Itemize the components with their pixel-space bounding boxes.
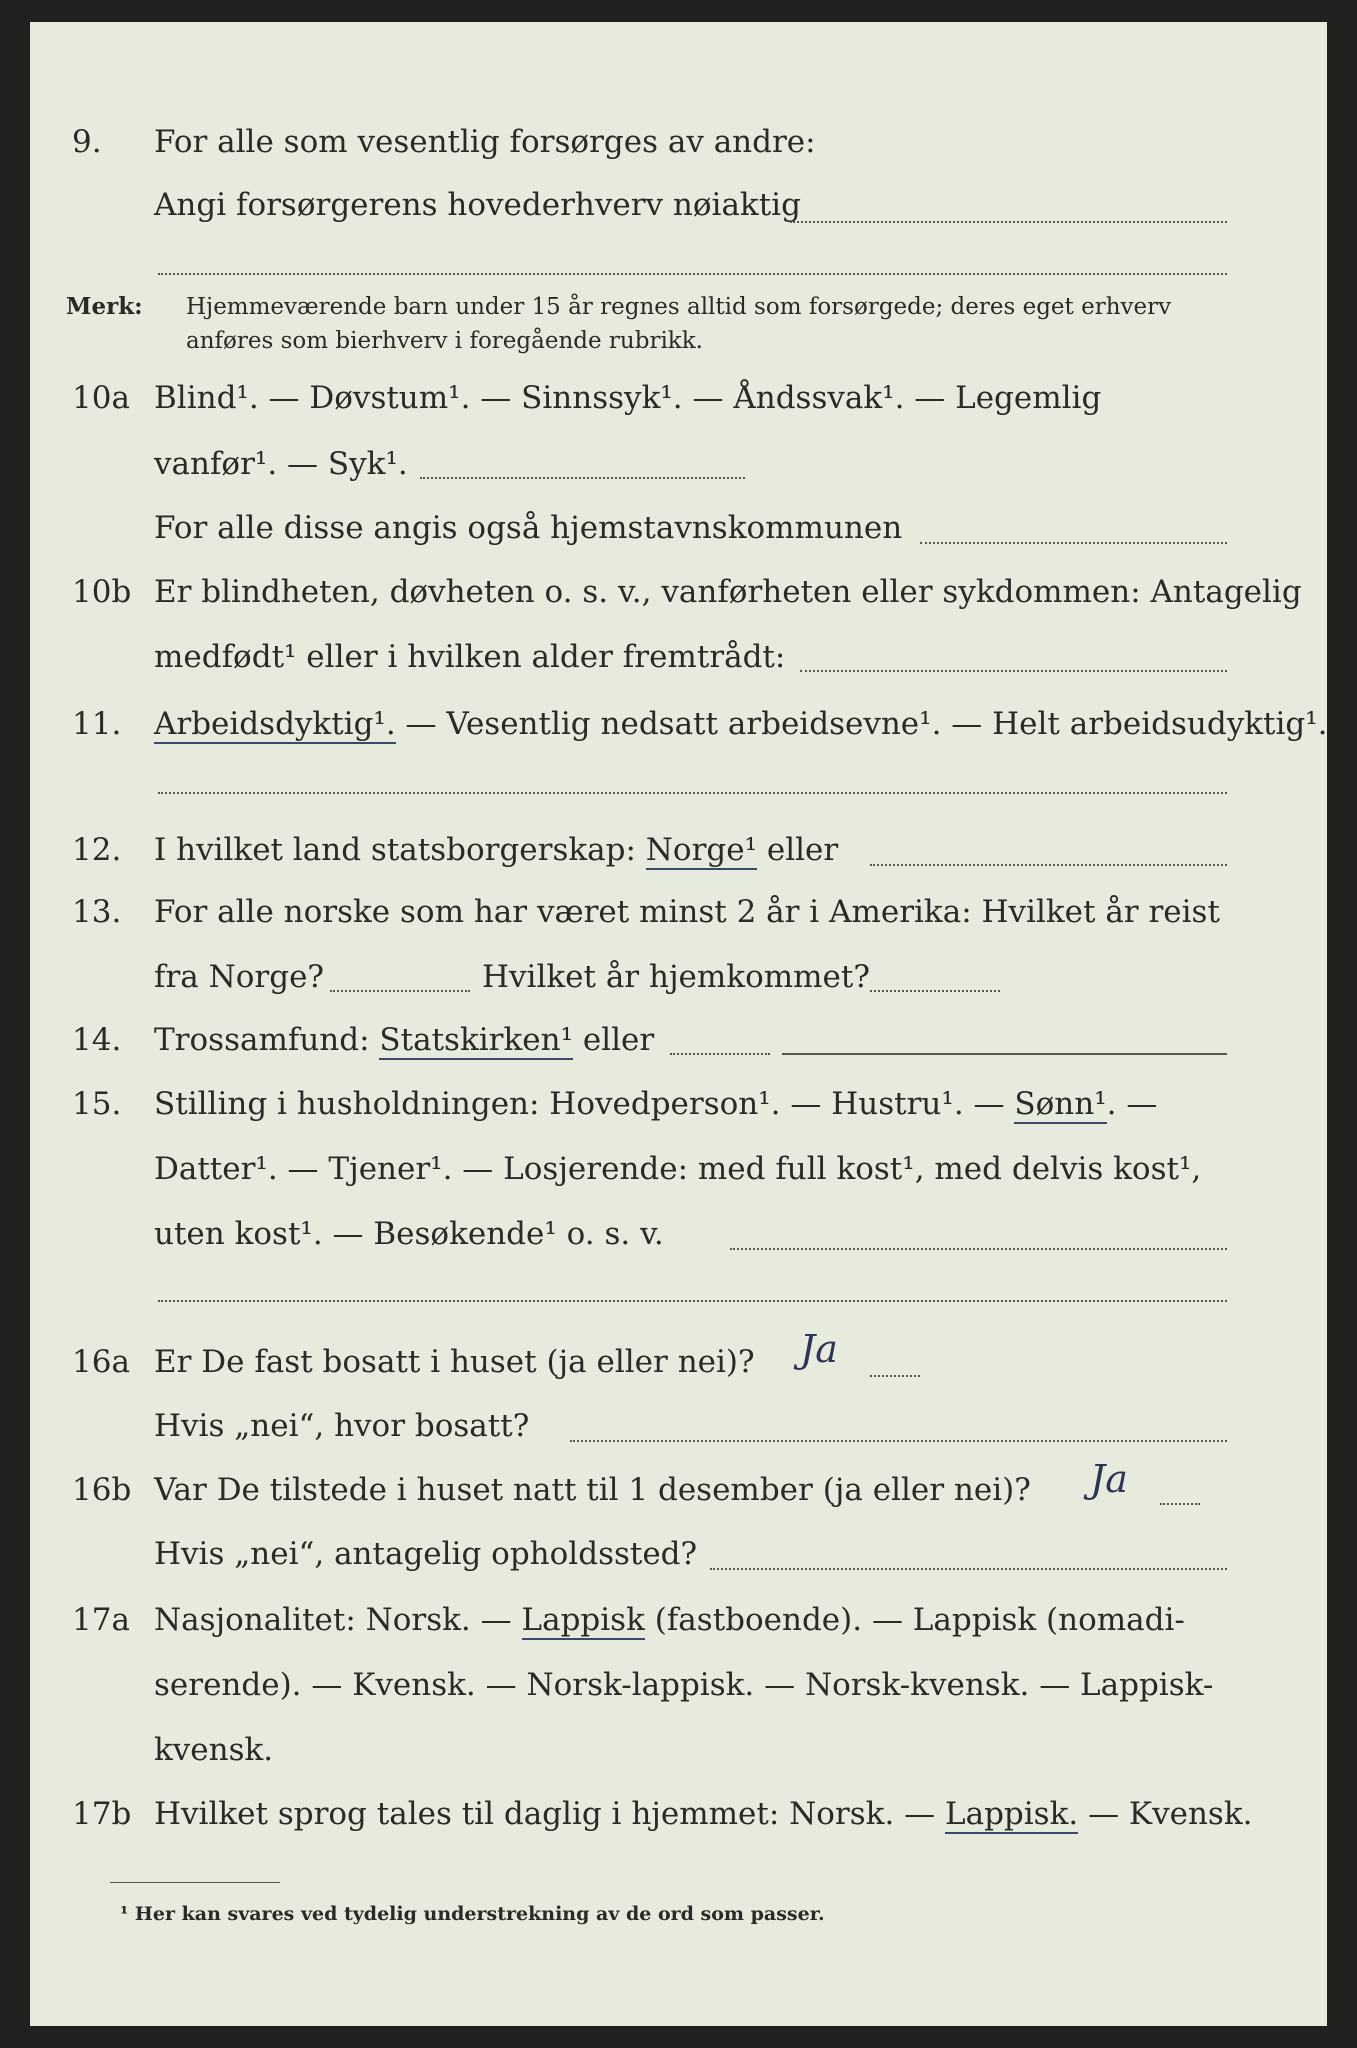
- q16a-number: 16a: [72, 1344, 130, 1380]
- q14-pre: Trossamfund:: [154, 1022, 380, 1058]
- q11-text: [154, 704, 1328, 744]
- q17a-post: (fastboende). — Lappisk (nomadi-: [644, 1602, 1185, 1638]
- q16b-text2: Hvis „nei“, antagelig opholdssted?: [154, 1536, 698, 1572]
- q12-underlined-option[interactable]: Norge¹: [645, 832, 758, 868]
- q9-extra-line[interactable]: [158, 273, 1227, 275]
- footnote-rule: [110, 1882, 280, 1883]
- q13-number: 13.: [72, 894, 122, 930]
- q16a-text1: Er De fast bosatt i huset (ja eller nei)?: [154, 1344, 755, 1380]
- q16b-handwritten-answer: Ja: [1090, 1457, 1128, 1501]
- q10a-syk-line[interactable]: [420, 477, 745, 479]
- q17b-underlined-option[interactable]: Lappisk.: [945, 1796, 1079, 1832]
- q17b-post: — Kvensk.: [1078, 1796, 1253, 1832]
- q16b-number: 16b: [72, 1472, 132, 1508]
- census-form-page: [30, 22, 1327, 2026]
- q10b-text2: medfødt¹ eller i hvilken alder fremtrådt:: [154, 639, 786, 675]
- q14-answer-dots[interactable]: [670, 1053, 770, 1055]
- q12-pre: I hvilket land statsborgerskap:: [154, 832, 646, 868]
- q14-underlined-option[interactable]: Statskirken¹: [379, 1022, 573, 1058]
- q9-answer-line[interactable]: [790, 221, 1227, 223]
- q10b-answer-line[interactable]: [800, 670, 1227, 672]
- q13-text2b: Hvilket år hjemkommet?: [482, 959, 870, 995]
- q13-text2a: fra Norge?: [154, 959, 325, 995]
- q11-underlined-option[interactable]: Arbeidsdyktig¹.: [154, 706, 396, 742]
- merk-text1: Hjemmeværende barn under 15 år regnes alltid som forsørgede; deres eget erhverv: [186, 294, 1172, 320]
- q15-post: . —: [1106, 1086, 1158, 1122]
- q9-number: 9.: [72, 124, 102, 160]
- q17b-number: 17b: [72, 1796, 132, 1832]
- q16b-text1: Var De tilstede i huset natt til 1 desember (ja eller nei)?: [154, 1472, 1031, 1508]
- q15-text1: [154, 1084, 1287, 1124]
- q13-text1: For alle norske som har været minst 2 år i Amerika: Hvilket år reist: [154, 894, 1220, 930]
- q10a-text2: vanfør¹. — Syk¹.: [154, 446, 408, 482]
- q17a-underlined-option[interactable]: Lappisk: [521, 1602, 645, 1638]
- q17b-text: [154, 1794, 1287, 1834]
- q11-rest: — Vesentlig nedsatt arbeidsevne¹. — Helt arbeidsudyktig¹.: [395, 706, 1328, 742]
- q11-number: 11.: [72, 706, 122, 742]
- q15-answer-line[interactable]: [730, 1248, 1227, 1250]
- q10a-number: 10a: [72, 380, 130, 416]
- q9-text2: Angi forsørgerens hovederhverv nøiaktig: [154, 187, 801, 223]
- q15-underlined-option[interactable]: Sønn¹: [1014, 1086, 1107, 1122]
- q16a-handwritten-answer: Ja: [800, 1327, 838, 1371]
- q16a-bosatt-line[interactable]: [570, 1440, 1227, 1442]
- q16b-answer-line[interactable]: [1160, 1503, 1200, 1505]
- q10a-kommune-line[interactable]: [920, 542, 1227, 544]
- q11-extra-line[interactable]: [158, 792, 1227, 794]
- q10a-text3: For alle disse angis også hjemstavnskommunen: [154, 510, 903, 546]
- q12-number: 12.: [72, 832, 122, 868]
- q17a-text2: serende). — Kvensk. — Norsk-lappisk. — Norsk-kvensk. — Lappisk-: [154, 1667, 1214, 1703]
- q17a-text1: [154, 1600, 1287, 1640]
- q14-number: 14.: [72, 1022, 122, 1058]
- q17a-text3: kvensk.: [154, 1732, 274, 1768]
- q15-pre: Stilling i husholdningen: Hovedperson¹. — Hustru¹. —: [154, 1086, 1015, 1122]
- q14-answer-line[interactable]: [782, 1053, 1227, 1055]
- q12-post: eller: [757, 832, 839, 868]
- q15-text2: Datter¹. — Tjener¹. — Losjerende: med full kost¹, med delvis kost¹,: [154, 1151, 1202, 1187]
- merk-label: Merk:: [66, 293, 143, 320]
- q17a-number: 17a: [72, 1602, 130, 1638]
- merk-text2: anføres som bierhverv i foregående rubrikk.: [186, 328, 703, 354]
- q16a-text2: Hvis „nei“, hvor bosatt?: [154, 1408, 530, 1444]
- q13-reist-line[interactable]: [330, 990, 470, 992]
- q15-text3: uten kost¹. — Besøkende¹ o. s. v.: [154, 1216, 664, 1252]
- q10b-text1: Er blindheten, døvheten o. s. v., vanførheten eller sykdommen: Antagelig: [154, 574, 1302, 610]
- q13-hjem-line[interactable]: [870, 990, 1000, 992]
- q16a-answer-line[interactable]: [870, 1375, 920, 1377]
- q17b-pre: Hvilket sprog tales til daglig i hjemmet: Norsk. —: [154, 1796, 945, 1832]
- q10b-number: 10b: [72, 574, 132, 610]
- q9-text1: For alle som vesentlig forsørges av andre:: [154, 124, 816, 160]
- q16b-opphold-line[interactable]: [710, 1568, 1227, 1570]
- q14-post: eller: [573, 1022, 655, 1058]
- q10a-text1: Blind¹. — Døvstum¹. — Sinnssyk¹. — Åndssvak¹. — Legemlig: [154, 380, 1102, 416]
- q15-number: 15.: [72, 1086, 122, 1122]
- footnote-text: ¹ Her kan svares ved tydelig understrekning av de ord som passer.: [120, 1903, 825, 1925]
- q12-answer-line[interactable]: [870, 864, 1227, 866]
- q15-extra-line[interactable]: [158, 1300, 1227, 1302]
- q17a-pre: Nasjonalitet: Norsk. —: [154, 1602, 522, 1638]
